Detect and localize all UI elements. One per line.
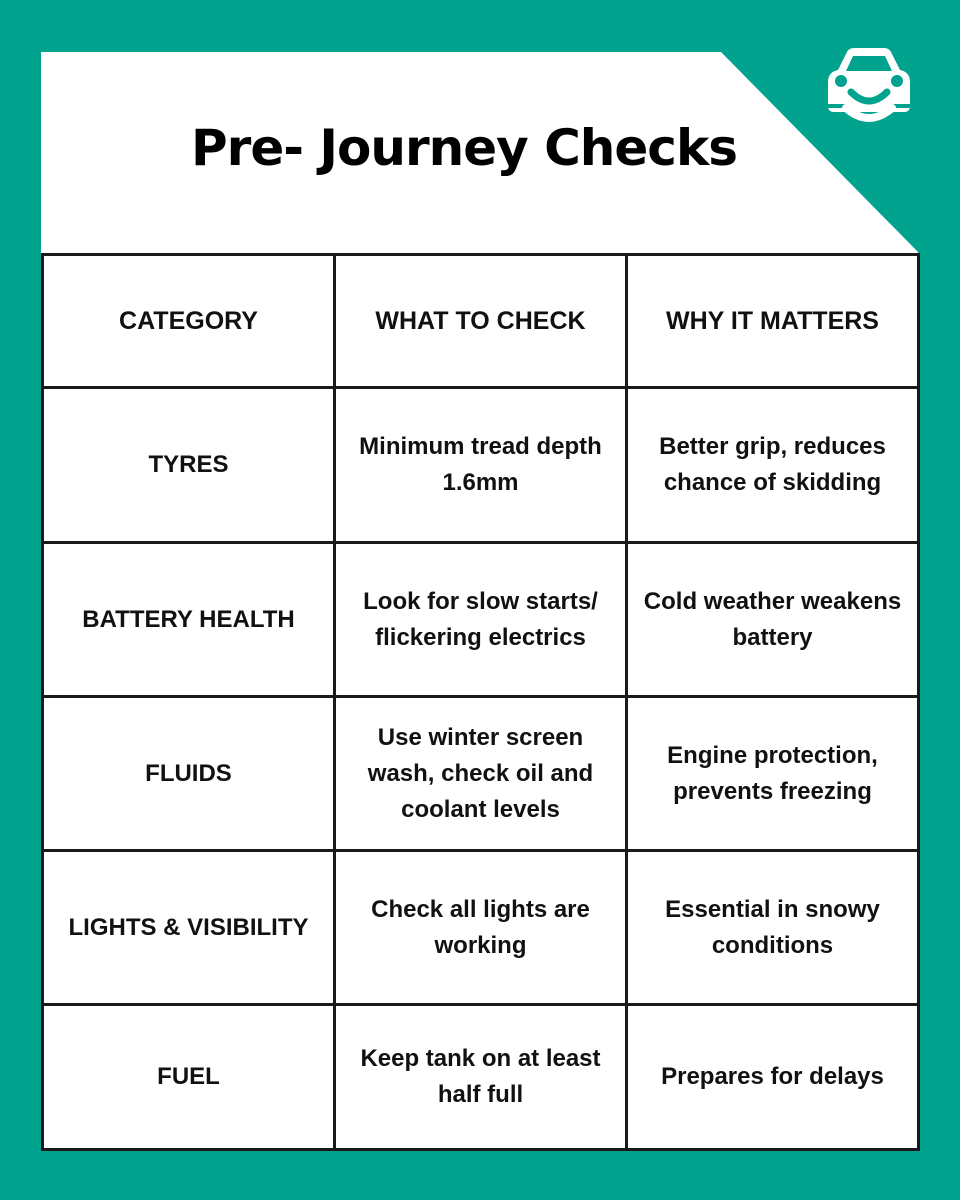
column-header-why-it-matters: WHY IT MATTERS bbox=[627, 255, 919, 388]
table-row bbox=[43, 543, 919, 697]
check-cell: Use winter screen wash, check oil and coolant levels bbox=[335, 697, 627, 851]
check-cell: Minimum tread depth 1.6mm bbox=[335, 388, 627, 543]
why-cell: Cold weather weakens battery bbox=[627, 543, 919, 697]
why-cell: Engine protection, prevents freezing bbox=[627, 697, 919, 851]
page-title: Pre- Journey Checks bbox=[191, 119, 737, 177]
column-header-category: CATEGORY bbox=[43, 255, 335, 388]
check-cell: Look for slow starts/ flickering electrics bbox=[335, 543, 627, 697]
check-cell: Check all lights are working bbox=[335, 851, 627, 1005]
why-cell: Prepares for delays bbox=[627, 1005, 919, 1150]
table-row bbox=[43, 1005, 919, 1150]
category-cell: FUEL bbox=[43, 1005, 335, 1150]
table-row bbox=[43, 851, 919, 1005]
category-cell: FLUIDS bbox=[43, 697, 335, 851]
checks-table bbox=[41, 253, 920, 1151]
column-header-what-to-check: WHAT TO CHECK bbox=[335, 255, 627, 388]
why-cell: Essential in snowy conditions bbox=[627, 851, 919, 1005]
table-header-row bbox=[43, 255, 919, 388]
table-row bbox=[43, 697, 919, 851]
why-cell: Better grip, reduces chance of skidding bbox=[627, 388, 919, 543]
table-row bbox=[43, 388, 919, 543]
category-cell: TYRES bbox=[43, 388, 335, 543]
car-smile-icon bbox=[824, 44, 914, 128]
check-cell: Keep tank on at least half full bbox=[335, 1005, 627, 1150]
category-cell: BATTERY HEALTH bbox=[43, 543, 335, 697]
category-cell: LIGHTS & VISIBILITY bbox=[43, 851, 335, 1005]
